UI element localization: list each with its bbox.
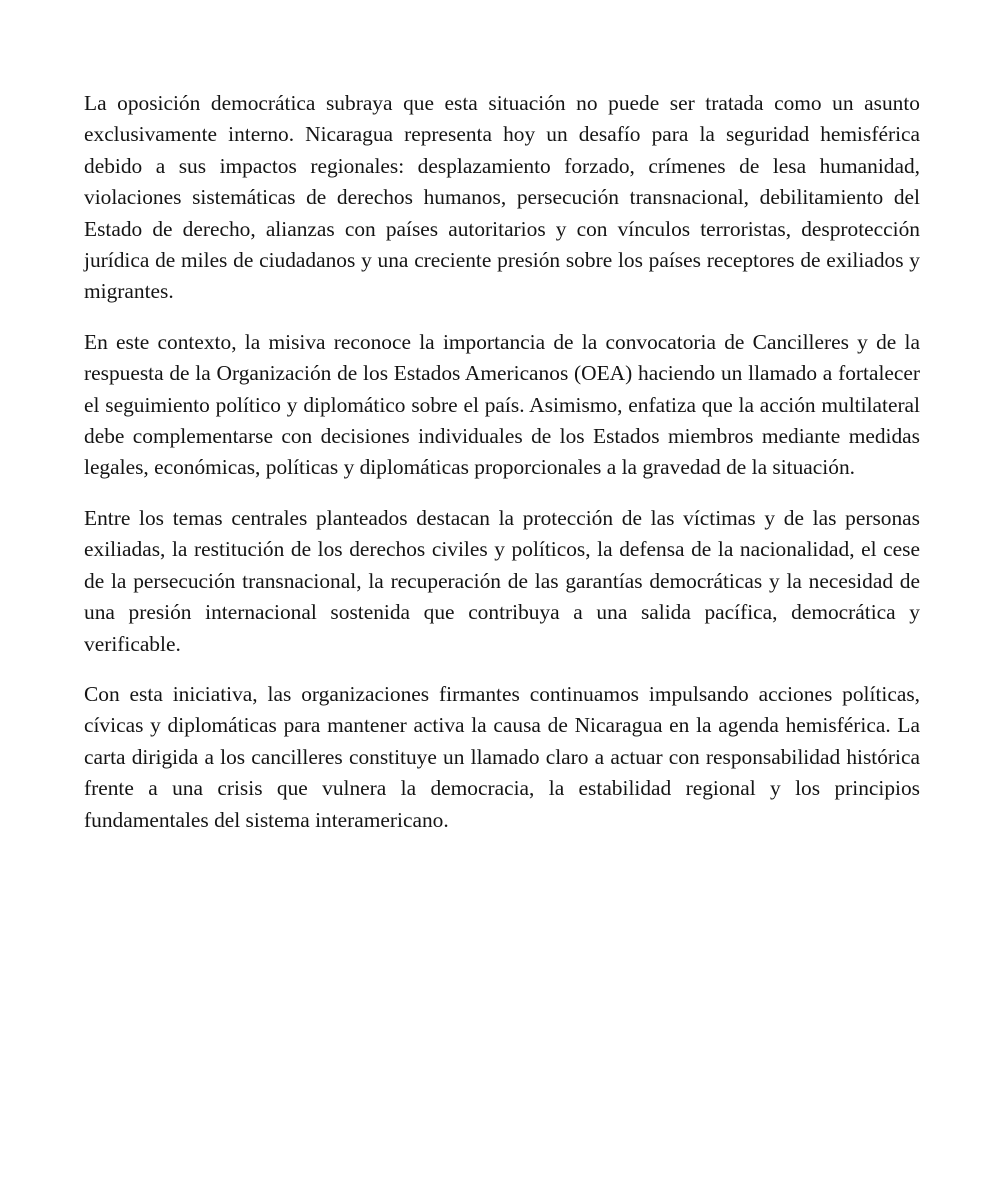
document-body	[84, 88, 920, 855]
paragraph-3: Entre los temas centrales planteados destacan la protección de las víctimas y de las personas exiliadas, la restitución de los derechos civiles y políticos, la defensa de la nacionalidad, el cese de la persecución transnacional, la recuperación de las garantías democráticas y la necesidad de una presión internacional sostenida que contribuya a una salida pacífica, democrática y verificable.	[84, 505, 920, 656]
paragraph-2: En este contexto, la misiva reconoce la importancia de la convocatoria de Cancilleres y de la respuesta de la Organización de los Estados Americanos (OEA) haciendo un llamado a fortalecer el seguimiento político y diplomático sobre el país. Asimismo, enfatiza que la acción multilateral debe complementarse con decisiones individuales de los Estados miembros mediante medidas legales, económicas, políticas y diplomáticas proporcionales a la gravedad de la situación.	[84, 329, 920, 480]
paragraph-4: Con esta iniciativa, las organizaciones firmantes continuamos impulsando acciones políticas, cívicas y diplomáticas para mantener activa la causa de Nicaragua en la agenda hemisférica. La carta dirigida a los cancilleres constituye un llamado claro a actuar con responsabilidad histórica frente a una crisis que vulnera la democracia, la estabilidad regional y los principios fundamentales del sistema interamericano.	[84, 681, 920, 832]
paragraph-1: La oposición democrática subraya que esta situación no puede ser tratada como un asunto exclusivamente interno. Nicaragua representa hoy un desafío para la seguridad hemisférica debido a sus impactos regionales: desplazamiento forzado, crímenes de lesa humanidad, violaciones sistemáticas de derechos humanos, persecución transnacional, debilitamiento del Estado de derecho, alianzas con países autoritarios y con vínculos terroristas, desprotección jurídica de miles de ciudadanos y una creciente presión sobre los países receptores de exiliados y migrantes.	[84, 91, 920, 304]
